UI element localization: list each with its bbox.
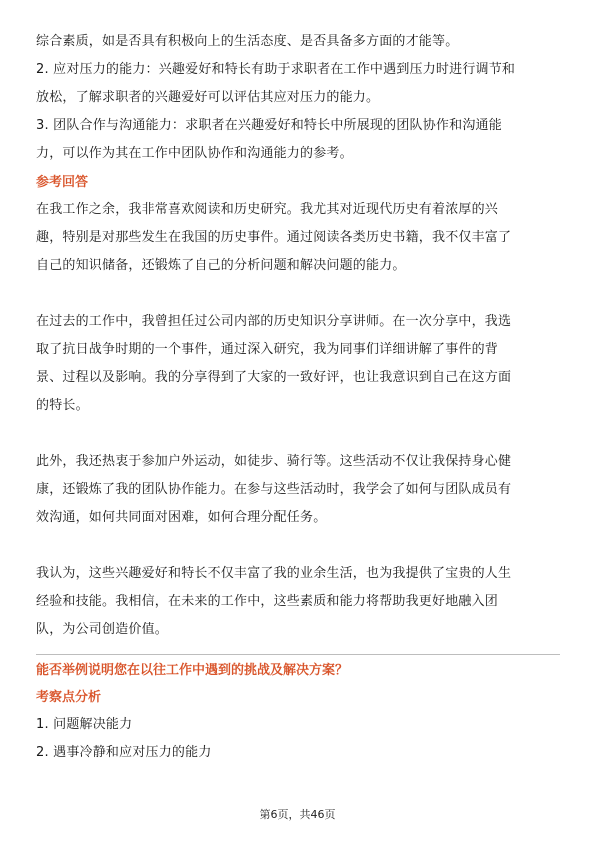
text-line: 我认为，这些兴趣爱好和特长不仅丰富了我的业余生活，也为我提供了宝贵的人生: [36, 566, 512, 581]
text-line: 在过去的工作中，我曾担任过公司内部的历史知识分享讲师。在一次分享中，我选: [36, 314, 512, 329]
analysis-point: 1. 问题解决能力: [36, 717, 133, 732]
text-line: 力，可以作为其在工作中团队协作和沟通能力的参考。: [36, 146, 353, 161]
text-line: 此外，我还热衷于参加户外运动，如徒步、骑行等。这些活动不仅让我保持身心健: [36, 454, 512, 469]
text-line: 趣，特别是对那些发生在我国的历史事件。通过阅读各类历史书籍，我不仅丰富了: [36, 230, 512, 245]
analysis-point: 2. 遇事冷静和应对压力的能力: [36, 745, 212, 760]
text-line: 在我工作之余，我非常喜欢阅读和历史研究。我尤其对近现代历史有着浓厚的兴: [36, 202, 499, 217]
answer-paragraph-2: [36, 308, 560, 420]
text-line: 队，为公司创造价值。: [36, 622, 169, 637]
text-line: 放松，了解求职者的兴趣爱好可以评估其应对压力的能力。: [36, 90, 380, 105]
paragraph-gap: [36, 280, 560, 308]
text-line: 康，还锻炼了我的团队协作能力。在参与这些活动时，我学会了如何与团队成员有: [36, 482, 512, 497]
text-line: 的特长。: [36, 398, 89, 413]
section-divider: [36, 654, 560, 655]
text-line: 3. 团队合作与沟通能力：求职者在兴趣爱好和特长中所展现的团队协作和沟通能: [36, 118, 502, 133]
answer-paragraph-4: [36, 560, 560, 644]
text-line: 经验和技能。我相信，在未来的工作中，这些素质和能力将帮助我更好地融入团: [36, 594, 499, 609]
answer-paragraph-3: [36, 448, 560, 532]
page-content: [36, 28, 560, 767]
analysis-heading: 考察点分析: [36, 690, 102, 705]
text-line: 自己的知识储备，还锻炼了自己的分析问题和解决问题的能力。: [36, 258, 406, 273]
text-line: 景、过程以及影响。我的分享得到了大家的一致好评，也让我意识到自己在这方面: [36, 370, 512, 385]
paragraph-gap: [36, 532, 560, 560]
text-line: 综合素质，如是否具有积极向上的生活态度、是否具备多方面的才能等。: [36, 34, 459, 49]
question-title: 能否举例说明您在以往工作中遇到的挑战及解决方案？: [36, 663, 349, 678]
answer-heading: 参考回答: [36, 175, 89, 190]
text-line: 取了抗日战争时期的一个事件，通过深入研究，我为同事们详细讲解了事件的背: [36, 342, 499, 357]
text-line: 效沟通，如何共同面对困难，如何合理分配任务。: [36, 510, 327, 525]
page-number: 第6页，共46页: [259, 808, 336, 821]
paragraph-gap: [36, 420, 560, 448]
text-line: 2. 应对压力的能力：兴趣爱好和特长有助于求职者在工作中遇到压力时进行调节和: [36, 62, 516, 77]
intro-section: [36, 28, 560, 168]
answer-paragraph-1: [36, 196, 560, 280]
